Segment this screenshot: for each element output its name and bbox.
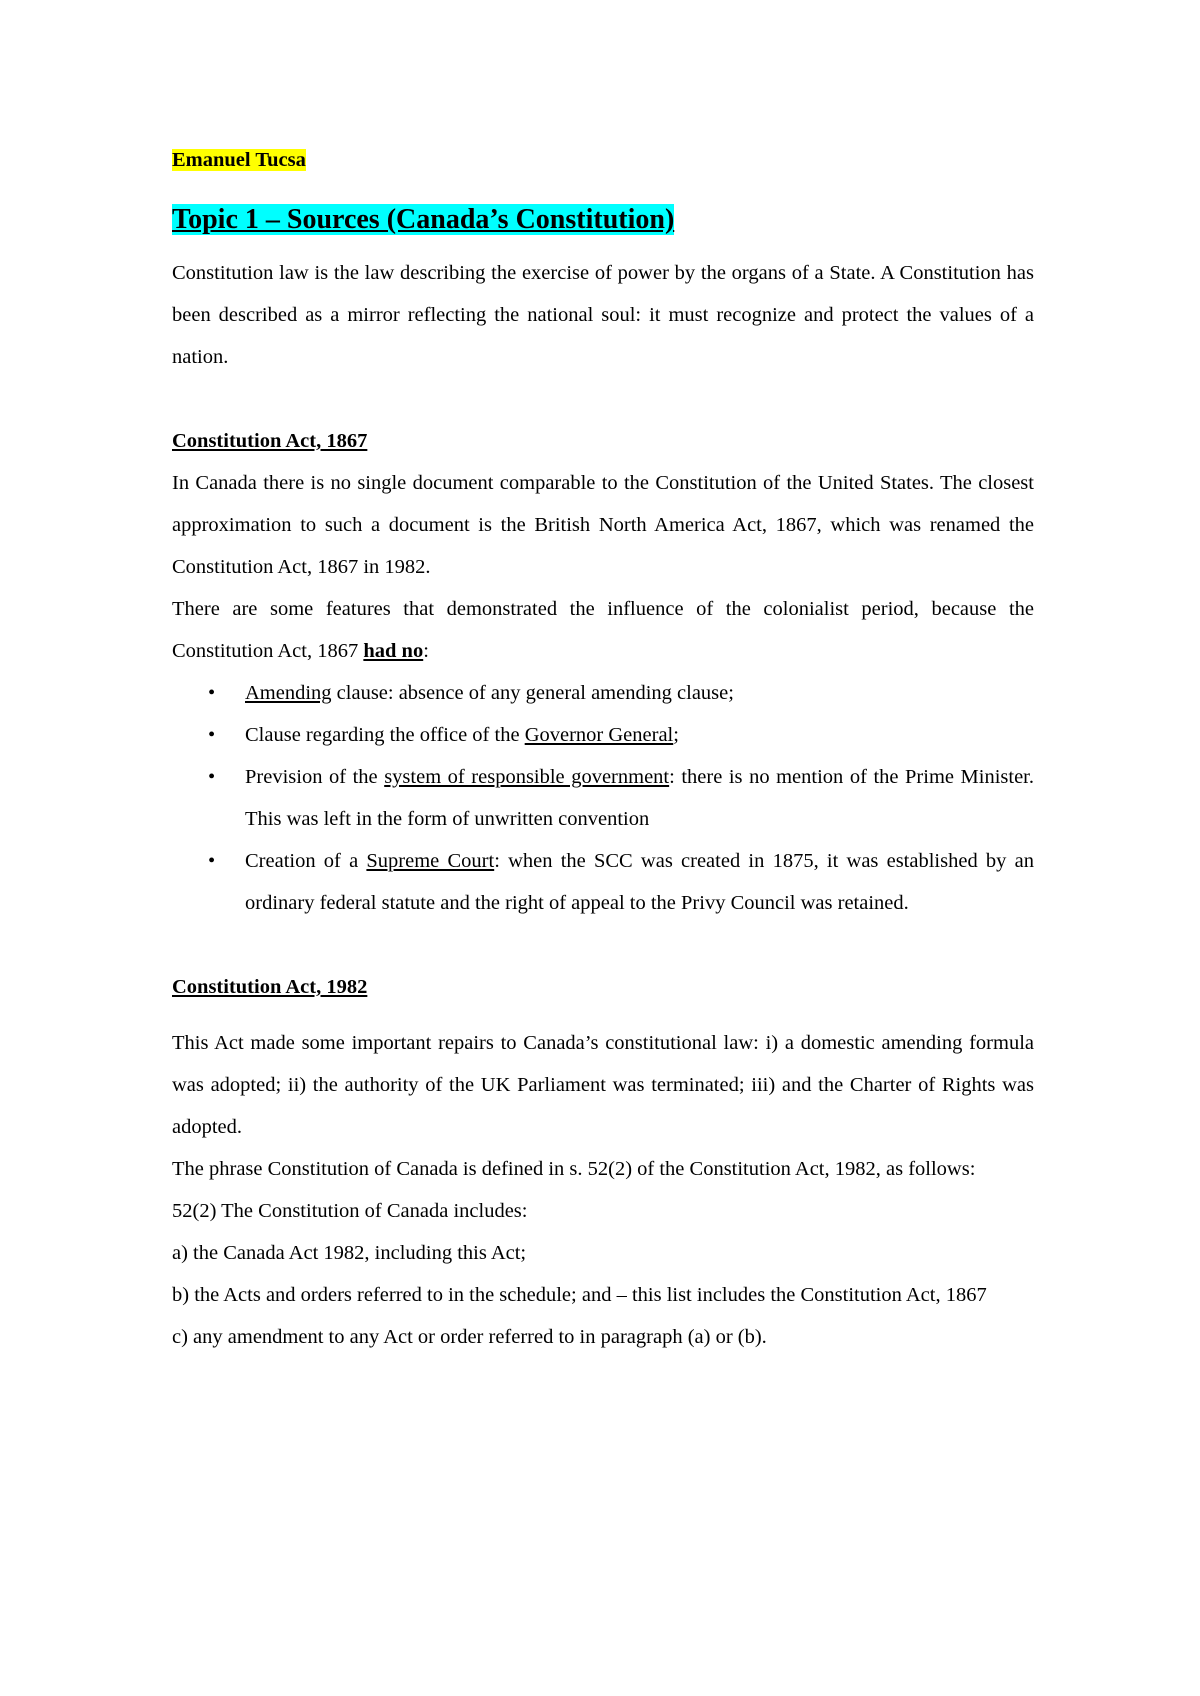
bullet-icon: • [208, 850, 216, 872]
statute-line: b) the Acts and orders referred to in the schedule; and – this list includes the Constitution Act, 1867 [172, 1284, 987, 1306]
document-page [172, 140, 1034, 1358]
had-no-emphasis: had no [363, 640, 424, 662]
section-1982-paragraph: This Act made some important repairs to Canada’s constitutional law: i) a domestic amending formula was adopted; ii) the authority of the UK Parliament was terminated; iii) and the Charter of Rights was adopted. [172, 1032, 1034, 1138]
statute-line: a) the Canada Act 1982, including this Act; [172, 1242, 527, 1264]
intro-paragraph: Constitution law is the law describing the exercise of power by the organs of a State. A Constitution has been described as a mirror reflecting the national soul: it must recognize and protect the values of a nation. [172, 262, 1034, 368]
section-1982-definition-paragraph: The phrase Constitution of Canada is defined in s. 52(2) of the Constitution Act, 1982, as follows: [172, 1158, 976, 1180]
list-item: • Prevision of the system of responsible government: there is no mention of the Prime Minister. This was left in the form of unwritten convention [172, 756, 1034, 840]
statute-line: c) any amendment to any Act or order referred to in paragraph (a) or (b). [172, 1326, 767, 1348]
bullet-icon: • [208, 766, 216, 788]
section-1867-features-paragraph: There are some features that demonstrated the influence of the colonialist period, because the Constitution Act, 1867 had no: [172, 598, 1034, 662]
author-name: Emanuel Tucsa [172, 149, 306, 171]
list-item: • Clause regarding the office of the Governor General; [172, 714, 1034, 756]
bullet-icon: • [208, 682, 216, 704]
page-title: Topic 1 – Sources (Canada’s Constitution) [172, 204, 675, 235]
features-list [172, 672, 1034, 924]
section-1867-paragraph: In Canada there is no single document comparable to the Constitution of the United States. The closest approximation to such a document is the British North America Act, 1867, which was renamed the Constitution Act, 1867 in 1982. [172, 472, 1034, 578]
statute-line: 52(2) The Constitution of Canada includes: [172, 1200, 528, 1222]
list-item: • Amending clause: absence of any general amending clause; [172, 672, 1034, 714]
bullet-icon: • [208, 724, 216, 746]
section-heading-1867: Constitution Act, 1867 [172, 430, 368, 452]
list-item: • Creation of a Supreme Court: when the SCC was created in 1875, it was established by an ordinary federal statute and the right of appeal to the Privy Council was retained. [172, 840, 1034, 924]
section-heading-1982: Constitution Act, 1982 [172, 976, 368, 998]
